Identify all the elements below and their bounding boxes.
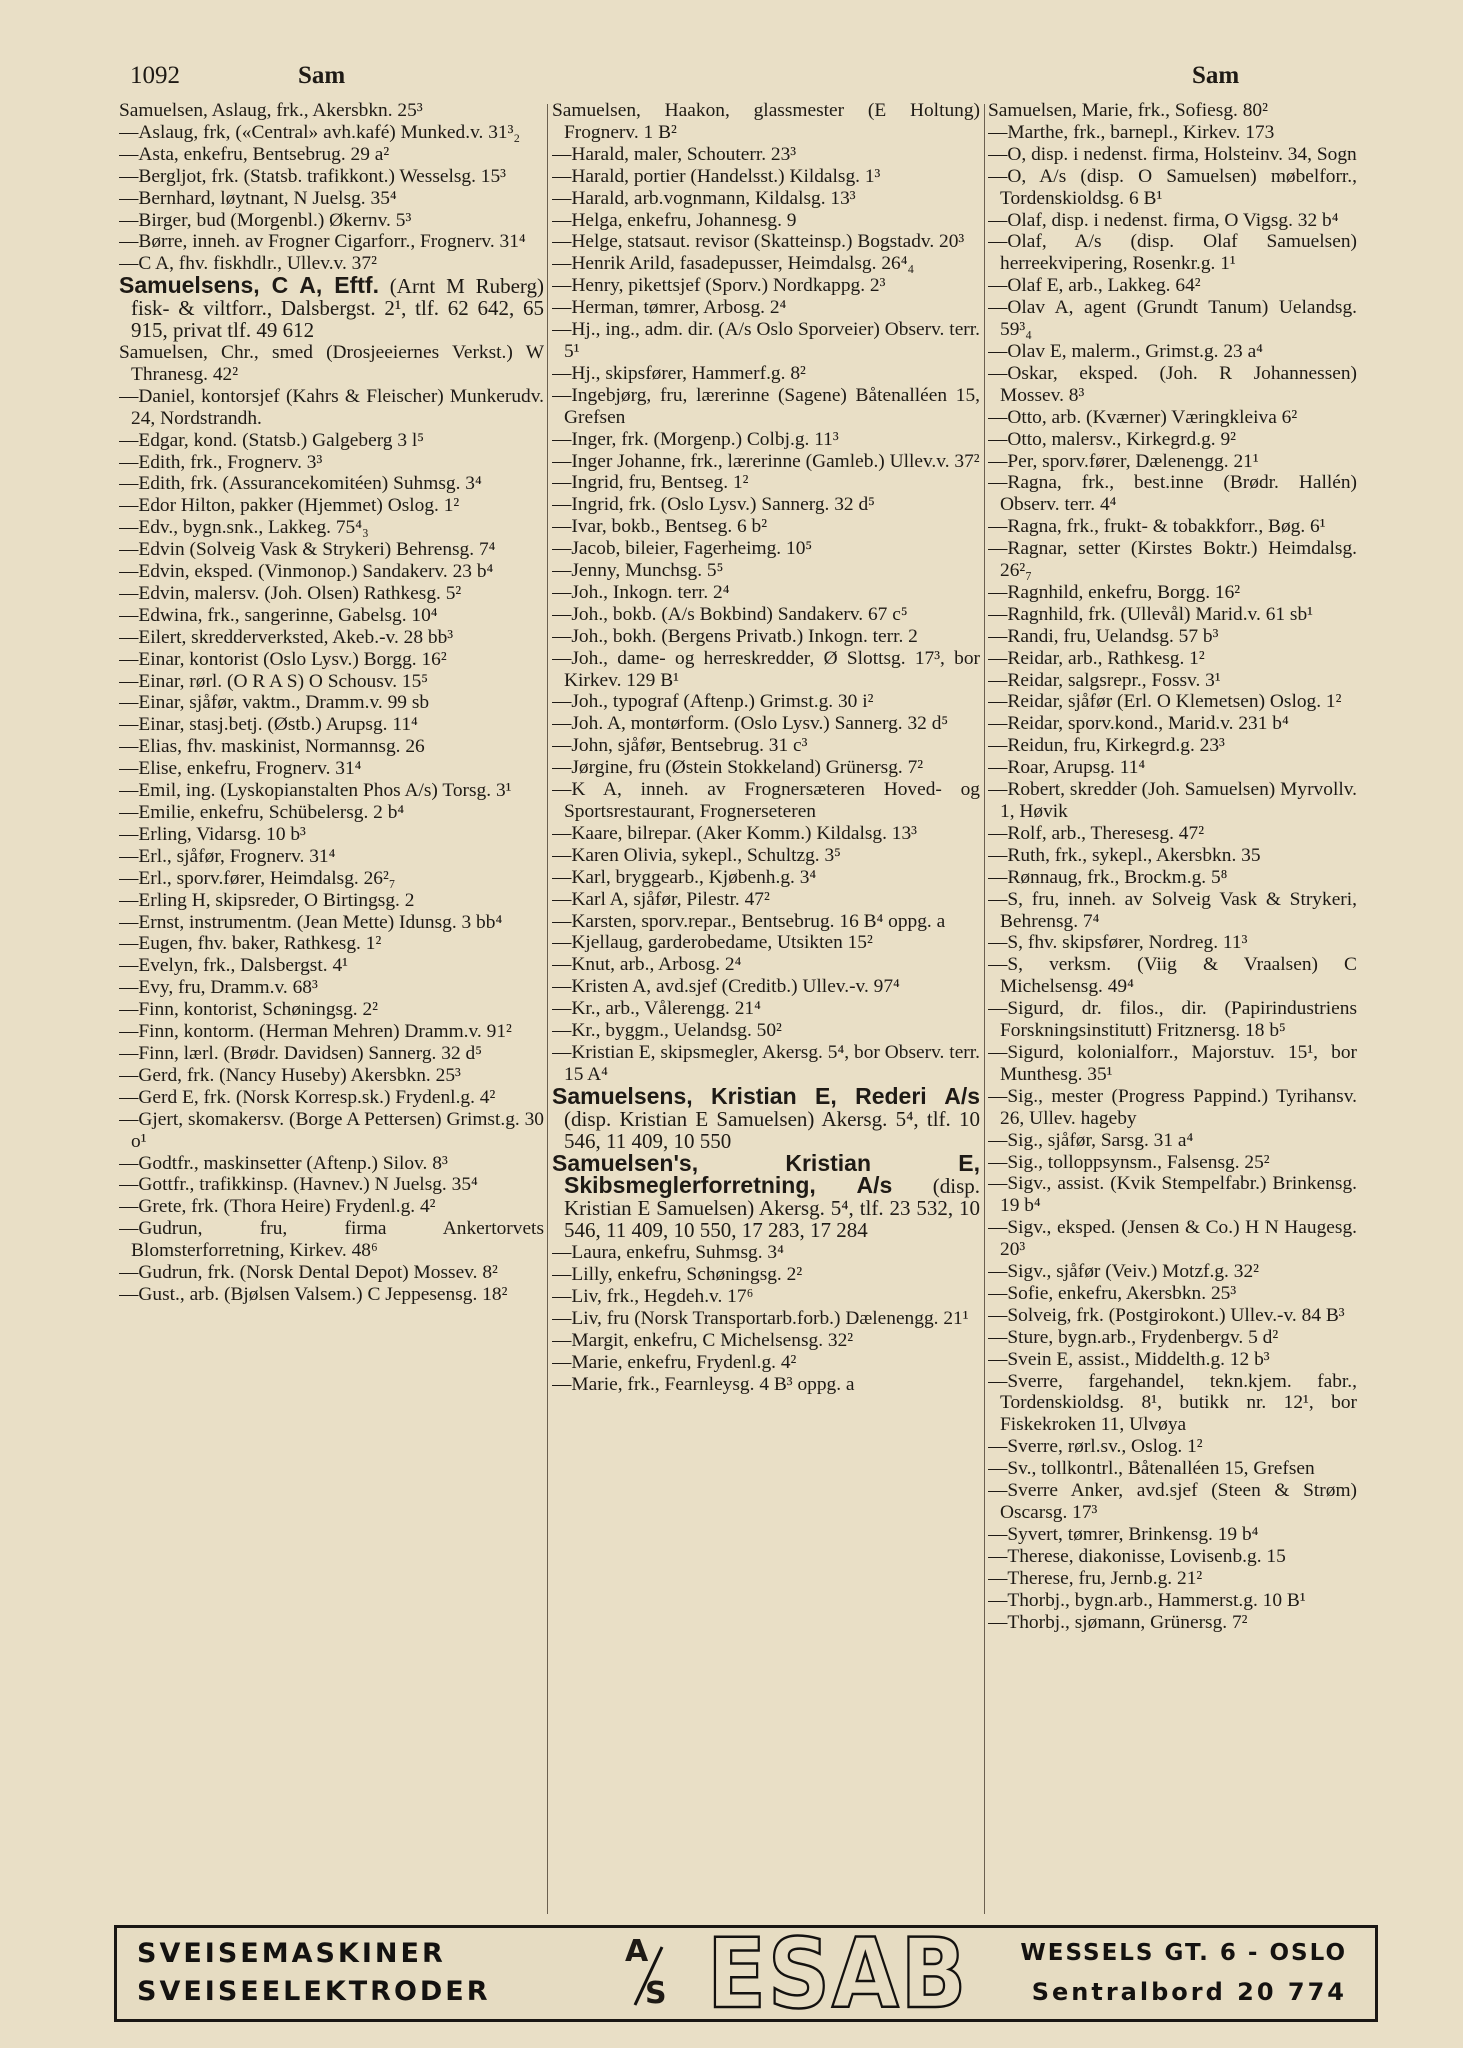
directory-entry: —Erl., sjåfør, Frognerv. 31⁴ <box>119 845 336 867</box>
running-head-left: Sam <box>298 62 346 89</box>
directory-entry: —Otto, malersv., Kirkegrd.g. 9² <box>988 428 1236 450</box>
directory-entry: —Knut, arb., Arbosg. 2⁴ <box>552 954 742 976</box>
directory-entry: —Marie, enkefru, Frydenl.g. 4² <box>552 1351 797 1373</box>
directory-entry: —Sture, bygn.arb., Frydenbergv. 5 d² <box>988 1326 1279 1348</box>
directory-entry: Samuelsens, C A, Eftf. (Arnt M Ruberg) fisk- & viltforr., Dalsbergst. 2¹, tlf. 62 642, 65 915, privat tlf. 49 612 <box>119 272 544 343</box>
directory-entry: —Therese, fru, Jernb.g. 21² <box>988 1567 1203 1589</box>
directory-entry: —Edith, frk., Frognerv. 3³ <box>119 451 323 473</box>
directory-entry: —Edvin, eksped. (Vinmonop.) Sandakerv. 23 b⁴ <box>119 561 494 583</box>
directory-entry: —Ingrid, frk. (Oslo Lysv.) Sannerg. 32 d⁵ <box>552 494 875 516</box>
directory-entry: —Sofie, enkefru, Akersbkn. 25³ <box>988 1282 1237 1304</box>
directory-entry: —Liv, fru (Norsk Transportarb.forb.) Dælenengg. 21¹ <box>552 1307 969 1329</box>
directory-entry: —Henry, pikettsjef (Sporv.) Nordkappg. 2³ <box>552 275 886 297</box>
directory-entry: —Gottfr., trafikkinsp. (Havnev.) N Juelsg. 35⁴ <box>119 1174 478 1196</box>
directory-entry: —Eilert, skredderverksted, Akeb.-v. 28 bb³ <box>119 626 454 648</box>
directory-entry: —Ingebjørg, fru, lærerinne (Sagene) Båtenalléen 15, Grefsen <box>552 384 980 428</box>
directory-entry: —Gust., arb. (Bjølsen Valsem.) C Jeppesensg. 18² <box>119 1283 508 1305</box>
directory-entry: —O, disp. i nedenst. firma, Holsteinv. 34, Sogn <box>988 143 1357 165</box>
directory-entry: —Edv., bygn.snk., Lakkeg. 75⁴₃ <box>119 517 369 539</box>
directory-entry: —Erl., sporv.fører, Heimdalsg. 26²₇ <box>119 867 396 889</box>
directory-entry: —Ragnar, setter (Kirstes Boktr.) Heimdalsg. 26²₇ <box>988 538 1357 582</box>
directory-entry: —Sverre, rørl.sv., Oslog. 1² <box>988 1436 1203 1458</box>
esab-logo <box>617 1918 1037 2030</box>
directory-entry: Samuelsens, Kristian E, Rederi A/s (disp. Kristian E Samuelsen) Akersg. 5⁴, tlf. 10 546, 11 409, 10 550 <box>552 1082 980 1153</box>
directory-entry: —S, fhv. skipsfører, Nordreg. 11³ <box>988 932 1248 954</box>
directory-columns <box>119 100 1357 1925</box>
directory-entry: —Harald, maler, Schouterr. 23³ <box>552 143 797 165</box>
directory-entry: —C A, fhv. fiskhdlr., Ullev.v. 37² <box>119 253 377 275</box>
directory-entry: —Olaf E, arb., Lakkeg. 64² <box>988 275 1201 297</box>
directory-entry: —Syvert, tømrer, Brinkensg. 19 b⁴ <box>988 1523 1259 1545</box>
directory-entry: —Lilly, enkefru, Schøningsg. 2² <box>552 1264 803 1286</box>
directory-entry: —Ruth, frk., sykepl., Akersbkn. 35 <box>988 844 1261 866</box>
directory-entry: —Solveig, frk. (Postgirokont.) Ullev.-v. 84 B³ <box>988 1304 1345 1326</box>
directory-entry: —Kr., arb., Vålerengg. 21⁴ <box>552 998 761 1020</box>
esab-advertisement <box>114 1918 1378 2030</box>
directory-entry: —Sigv., sjåfør (Veiv.) Motzf.g. 32² <box>988 1261 1259 1283</box>
directory-entry: —Reidar, sporv.kond., Marid.v. 231 b⁴ <box>988 713 1289 735</box>
directory-entry: —Thorbj., sjømann, Grünersg. 7² <box>988 1611 1248 1633</box>
directory-entry: —Sigurd, dr. filos., dir. (Papirindustriens Forskningsinstitutt) Fritznersg. 18 b⁵ <box>988 998 1357 1042</box>
logo-brand: ESAB <box>707 1918 969 2030</box>
directory-entry: —Sigurd, kolonialforr., Majorstuv. 15¹, bor Munthesg. 35¹ <box>988 1041 1357 1085</box>
directory-entry: —Edor Hilton, pakker (Hjemmet) Oslog. 1² <box>119 495 460 517</box>
directory-entry: —Emil, ing. (Lyskopianstalten Phos A/s) Torsg. 3¹ <box>119 780 512 802</box>
directory-entry: —Finn, kontorm. (Herman Mehren) Dramm.v. 91² <box>119 1021 512 1043</box>
directory-entry: —Kjellaug, garderobedame, Utsikten 15² <box>552 932 873 954</box>
directory-entry: —Inger Johanne, frk., lærerinne (Gamleb.) Ullev.v. 37² <box>552 450 980 472</box>
directory-entry: —Herman, tømrer, Arbosg. 2⁴ <box>552 297 787 319</box>
directory-entry: —Erling H, skipsreder, O Birtingsg. 2 <box>119 889 415 911</box>
directory-entry: —Ivar, bokb., Bentseg. 6 b² <box>552 516 768 538</box>
directory-entry: —Jørgine, fru (Østein Stokkeland) Grünersg. 7² <box>552 757 924 779</box>
ad-address: WESSELS GT. 6 - OSLO <box>1020 1940 1347 1966</box>
directory-entry: —Sigv., assist. (Kvik Stempelfabr.) Brinkensg. 19 b⁴ <box>988 1173 1357 1217</box>
directory-entry: —Harald, arb.vognmann, Kildalsg. 13³ <box>552 187 856 209</box>
page-header <box>130 62 1360 94</box>
directory-entry: —Edith, frk. (Assurancekomitéen) Suhmsg. 3⁴ <box>119 473 482 495</box>
directory-entry: —Helga, enkefru, Johannesg. 9 <box>552 209 797 231</box>
directory-entry: —Birger, bud (Morgenbl.) Økernv. 5³ <box>119 209 412 231</box>
directory-entry: —Eugen, fhv. baker, Rathkesg. 1² <box>119 933 382 955</box>
directory-entry: —Emilie, enkefru, Schübelersg. 2 b⁴ <box>119 802 405 823</box>
directory-entry: —Otto, arb. (Kværner) Væringkleiva 6² <box>988 406 1298 428</box>
directory-entry: —Reidar, salgsrepr., Fossv. 3¹ <box>988 669 1221 691</box>
directory-entry: —Helge, statsaut. revisor (Skatteinsp.) Bogstadv. 20³ <box>552 231 965 253</box>
directory-entry: —Svein E, assist., Middelth.g. 12 b³ <box>988 1348 1270 1370</box>
directory-entry: —Robert, skredder (Joh. Samuelsen) Myrvollv. 1, Høvik <box>988 779 1357 822</box>
directory-entry: —Kr., byggm., Uelandsg. 50² <box>552 1020 782 1042</box>
directory-entry: —Olaf, A/s (disp. Olaf Samuelsen) herreekvipering, Rosenkr.g. 1¹ <box>988 231 1357 275</box>
directory-entry: —Bergljot, frk. (Statsb. trafikkont.) Wesselsg. 15³ <box>119 165 506 187</box>
directory-entry: —Henrik Arild, fasadepusser, Heimdalsg. 26⁴₄ <box>552 253 915 275</box>
directory-entry: —Kristen A, avd.sjef (Creditb.) Ullev.-v. 97⁴ <box>552 976 900 998</box>
directory-entry: —Evy, fru, Dramm.v. 68³ <box>119 977 318 999</box>
directory-entry: —Jacob, bileier, Fagerheimg. 10⁵ <box>552 538 813 560</box>
logo-as-top: A <box>625 1934 649 1969</box>
directory-entry: Samuelsen, Aslaug, frk., Akersbkn. 25³ <box>119 100 423 121</box>
directory-entry: —Sig., mester (Progress Pappind.) Tyrihansv. 26, Ullev. hageby <box>988 1085 1357 1129</box>
directory-entry: —Sig., sjåfør, Sarsg. 31 a⁴ <box>988 1129 1194 1151</box>
running-head-right: Sam <box>1192 62 1240 89</box>
directory-entry: —Erling, Vidarsg. 10 b³ <box>119 823 306 845</box>
directory-entry: —Ernst, instrumentm. (Jean Mette) Idunsg. 3 bb⁴ <box>119 911 503 933</box>
directory-entry: —Bernhard, løytnant, N Juelsg. 35⁴ <box>119 187 397 209</box>
directory-entry: Samuelsen, Chr., smed (Drosjeeiernes Verkst.) W Thranesg. 42² <box>119 341 544 385</box>
directory-entry: —Karl A, sjåfør, Pilestr. 47² <box>552 888 770 910</box>
directory-entry: —Reidar, arb., Rathkesg. 1² <box>988 647 1205 669</box>
directory-entry: —Thorbj., bygn.arb., Hammerst.g. 10 B¹ <box>988 1589 1306 1611</box>
directory-entry: —Joh. A, montørform. (Oslo Lysv.) Sannerg. 32 d⁵ <box>552 713 949 735</box>
directory-entry: —Elias, fhv. maskinist, Normannsg. 26 <box>119 736 425 758</box>
directory-entry: —Edwina, frk., sangerinne, Gabelsg. 10⁴ <box>119 604 438 626</box>
directory-entry: Samuelsen, Haakon, glassmester (E Holtung) Frognerv. 1 B² <box>552 100 980 143</box>
directory-column-2 <box>552 100 980 1925</box>
directory-entry: —Liv, frk., Hegdeh.v. 17⁶ <box>552 1285 754 1307</box>
directory-entry: —Reidun, fru, Kirkegrd.g. 23³ <box>988 735 1225 757</box>
directory-entry: —Ragnhild, frk. (Ullevål) Marid.v. 61 sb¹ <box>988 603 1313 625</box>
directory-entry: —Rolf, arb., Theresesg. 47² <box>988 822 1205 844</box>
directory-entry: —Jenny, Munchsg. 5⁵ <box>552 560 724 582</box>
directory-entry: —Reidar, sjåfør (Erl. O Klemetsen) Oslog. 1² <box>988 691 1342 713</box>
directory-column-1 <box>119 100 544 1925</box>
directory-entry: —Karsten, sporv.repar., Bentsebrug. 16 B⁴ oppg. a <box>552 910 946 932</box>
ad-phone: Sentralbord 20 774 <box>1031 1978 1347 2006</box>
directory-entry: —Gjert, skomakersv. (Borge A Pettersen) Grimst.g. 30 o¹ <box>119 1108 544 1152</box>
ad-products-line-1: SVEISEMASKINER <box>137 1938 446 1969</box>
logo-as-bottom: S <box>645 1976 667 2011</box>
page-number: 1092 <box>130 62 180 89</box>
directory-entry: —Grete, frk. (Thora Heire) Frydenl.g. 4² <box>119 1196 436 1218</box>
directory-column-3 <box>988 100 1357 1925</box>
directory-entry: —Einar, kontorist (Oslo Lysv.) Borgg. 16² <box>119 648 447 670</box>
directory-entry: —Kaare, bilrepar. (Aker Komm.) Kildalsg. 13³ <box>552 822 917 844</box>
ad-products-line-2: SVEISEELEKTRODER <box>137 1976 491 2007</box>
directory-entry: —Marthe, frk., barnepl., Kirkev. 173 <box>988 121 1275 143</box>
directory-entry: —Einar, sjåfør, vaktm., Dramm.v. 99 sb <box>119 692 430 714</box>
directory-entry: —Gudrun, fru, firma Ankertorvets Blomsterforretning, Kirkev. 48⁶ <box>119 1218 544 1262</box>
directory-entry: —Sverre, fargehandel, tekn.kjem. fabr., Tordenskioldsg. 8¹, butikk nr. 12¹, bor Fiskekroken 11, Ulvøya <box>988 1370 1357 1436</box>
directory-entry: —Sv., tollkontrl., Båtenalléen 15, Grefsen <box>988 1458 1315 1480</box>
directory-entry: —Finn, kontorist, Schøningsg. 2² <box>119 999 378 1021</box>
directory-entry: —Joh., bokh. (Bergens Privatb.) Inkogn. terr. 2 <box>552 625 918 647</box>
directory-entry: Samuelsen, Marie, frk., Sofiesg. 80² <box>988 100 1268 121</box>
directory-entry: —Edgar, kond. (Statsb.) Galgeberg 3 l⁵ <box>119 429 425 451</box>
directory-entry: —Edvin, malersv. (Joh. Olsen) Rathkesg. 5² <box>119 582 462 604</box>
directory-entry: —Evelyn, frk., Dalsbergst. 4¹ <box>119 955 348 977</box>
directory-entry: —Margit, enkefru, C Michelsensg. 32² <box>552 1329 854 1351</box>
directory-entry: —O, A/s (disp. O Samuelsen) møbelforr., Tordenskioldsg. 6 B¹ <box>988 165 1357 209</box>
directory-entry: —Per, sporv.fører, Dælenengg. 21¹ <box>988 450 1259 472</box>
directory-entry: —Rønnaug, frk., Brockm.g. 5⁸ <box>988 866 1228 888</box>
directory-entry: —Harald, portier (Handelsst.) Kildalsg. 1³ <box>552 165 881 187</box>
directory-entry: —Daniel, kontorsjef (Kahrs & Fleischer) Munkerudv. 24, Nordstrandh. <box>119 385 544 429</box>
directory-entry: —Gerd, frk. (Nancy Huseby) Akersbkn. 25³ <box>119 1064 461 1086</box>
directory-entry: —Ragna, frk., frukt- & tobakkforr., Bøg. 6¹ <box>988 516 1326 538</box>
directory-entry: —Sverre Anker, avd.sjef (Steen & Strøm) Oscarsg. 17³ <box>988 1480 1357 1523</box>
directory-entry: —Elise, enkefru, Frognerv. 31⁴ <box>119 758 362 780</box>
directory-entry: —Sigv., eksped. (Jensen & Co.) H N Haugesg. 20³ <box>988 1217 1357 1261</box>
directory-entry: —Joh., Inkogn. terr. 2⁴ <box>552 581 730 603</box>
directory-entry: —Ragna, frk., best.inne (Brødr. Hallén) Observ. terr. 4⁴ <box>988 472 1357 516</box>
directory-entry: —Gudrun, frk. (Norsk Dental Depot) Mossev. 8² <box>119 1262 498 1284</box>
directory-entry: —Joh., typograf (Aftenp.) Grimst.g. 30 i² <box>552 691 874 713</box>
directory-entry: —Ragnhild, enkefru, Borgg. 16² <box>988 581 1241 603</box>
directory-entry: —Sig., tolloppsynsm., Falsensg. 25² <box>988 1151 1270 1173</box>
directory-entry: —Hj., ing., adm. dir. (A/s Oslo Sporveier) Observ. terr. 5¹ <box>552 319 980 362</box>
directory-entry: —Joh., bokb. (A/s Bokbind) Sandakerv. 67 c⁵ <box>552 603 908 625</box>
directory-entry: —Aslaug, frk, («Central» avh.kafé) Munked.v. 31³₂ <box>119 121 521 143</box>
directory-entry: —Olaf, disp. i nedenst. firma, O Vigsg. 32 b⁴ <box>988 209 1339 231</box>
directory-entry: —Edvin (Solveig Vask & Strykeri) Behrensg. 7⁴ <box>119 539 496 561</box>
directory-entry: —Olav E, malerm., Grimst.g. 23 a⁴ <box>988 340 1263 362</box>
directory-entry: —Karen Olivia, sykepl., Schultzg. 3⁵ <box>552 844 841 866</box>
directory-entry: —Randi, fru, Uelandsg. 57 b³ <box>988 625 1219 647</box>
directory-entry: —Oskar, eksped. (Joh. R Johannessen) Mossev. 8³ <box>988 362 1357 406</box>
directory-entry: —Finn, lærl. (Brødr. Davidsen) Sannerg. 32 d⁵ <box>119 1042 482 1064</box>
directory-entry: —Hj., skipsfører, Hammerf.g. 8² <box>552 362 806 384</box>
directory-entry: —Roar, Arupsg. 11⁴ <box>988 757 1146 779</box>
directory-entry: —S, fru, inneh. av Solveig Vask & Strykeri, Behrensg. 7⁴ <box>988 888 1357 932</box>
directory-entry: Samuelsen's, Kristian E, Skibsmeglerforretning, A/s (disp. Kristian E Samuelsen) Akersg. 5⁴, tlf. 23 532, 10 546, 11 409, 10 550, 17 283, 17 284 <box>552 1149 980 1243</box>
directory-entry: —Einar, stasj.betj. (Østb.) Arupsg. 11⁴ <box>119 714 418 736</box>
directory-entry: —Inger, frk. (Morgenp.) Colbj.g. 11³ <box>552 428 839 450</box>
directory-entry: —Gerd E, frk. (Norsk Korresp.sk.) Frydenl.g. 4² <box>119 1086 496 1108</box>
directory-entry: —Karl, bryggearb., Kjøbenh.g. 3⁴ <box>552 866 817 888</box>
directory-entry: —Børre, inneh. av Frogner Cigarforr., Frognerv. 31⁴ <box>119 231 526 253</box>
directory-entry: —Olav A, agent (Grundt Tanum) Uelandsg. 59³₄ <box>988 297 1357 341</box>
directory-entry: —Marie, frk., Fearnleysg. 4 B³ oppg. a <box>552 1373 855 1395</box>
directory-entry: —Therese, diakonisse, Lovisenb.g. 15 <box>988 1545 1286 1567</box>
directory-entry: —K A, inneh. av Frognersæteren Hoved- og Sportsrestaurant, Frognerseteren <box>552 779 980 822</box>
directory-entry: —Laura, enkefru, Suhmsg. 3⁴ <box>552 1242 784 1264</box>
directory-entry: —Kristian E, skipsmegler, Akersg. 5⁴, bor Observ. terr. 15 A⁴ <box>552 1041 980 1085</box>
directory-entry: —Ingrid, fru, Bentseg. 1² <box>552 472 749 494</box>
directory-entry: —Joh., dame- og herreskredder, Ø Slottsg. 17³, bor Kirkev. 129 B¹ <box>552 647 980 691</box>
directory-entry: —Asta, enkefru, Bentsebrug. 29 a² <box>119 143 390 165</box>
directory-entry: —John, sjåfør, Bentsebrug. 31 c³ <box>552 735 808 757</box>
directory-entry: —Godtfr., maskinsetter (Aftenp.) Silov. 8³ <box>119 1152 448 1174</box>
directory-entry: —S, verksm. (Viig & Vraalsen) C Michelsensg. 49⁴ <box>988 954 1357 998</box>
directory-entry: —Einar, rørl. (O R A S) O Schousv. 15⁵ <box>119 670 429 692</box>
